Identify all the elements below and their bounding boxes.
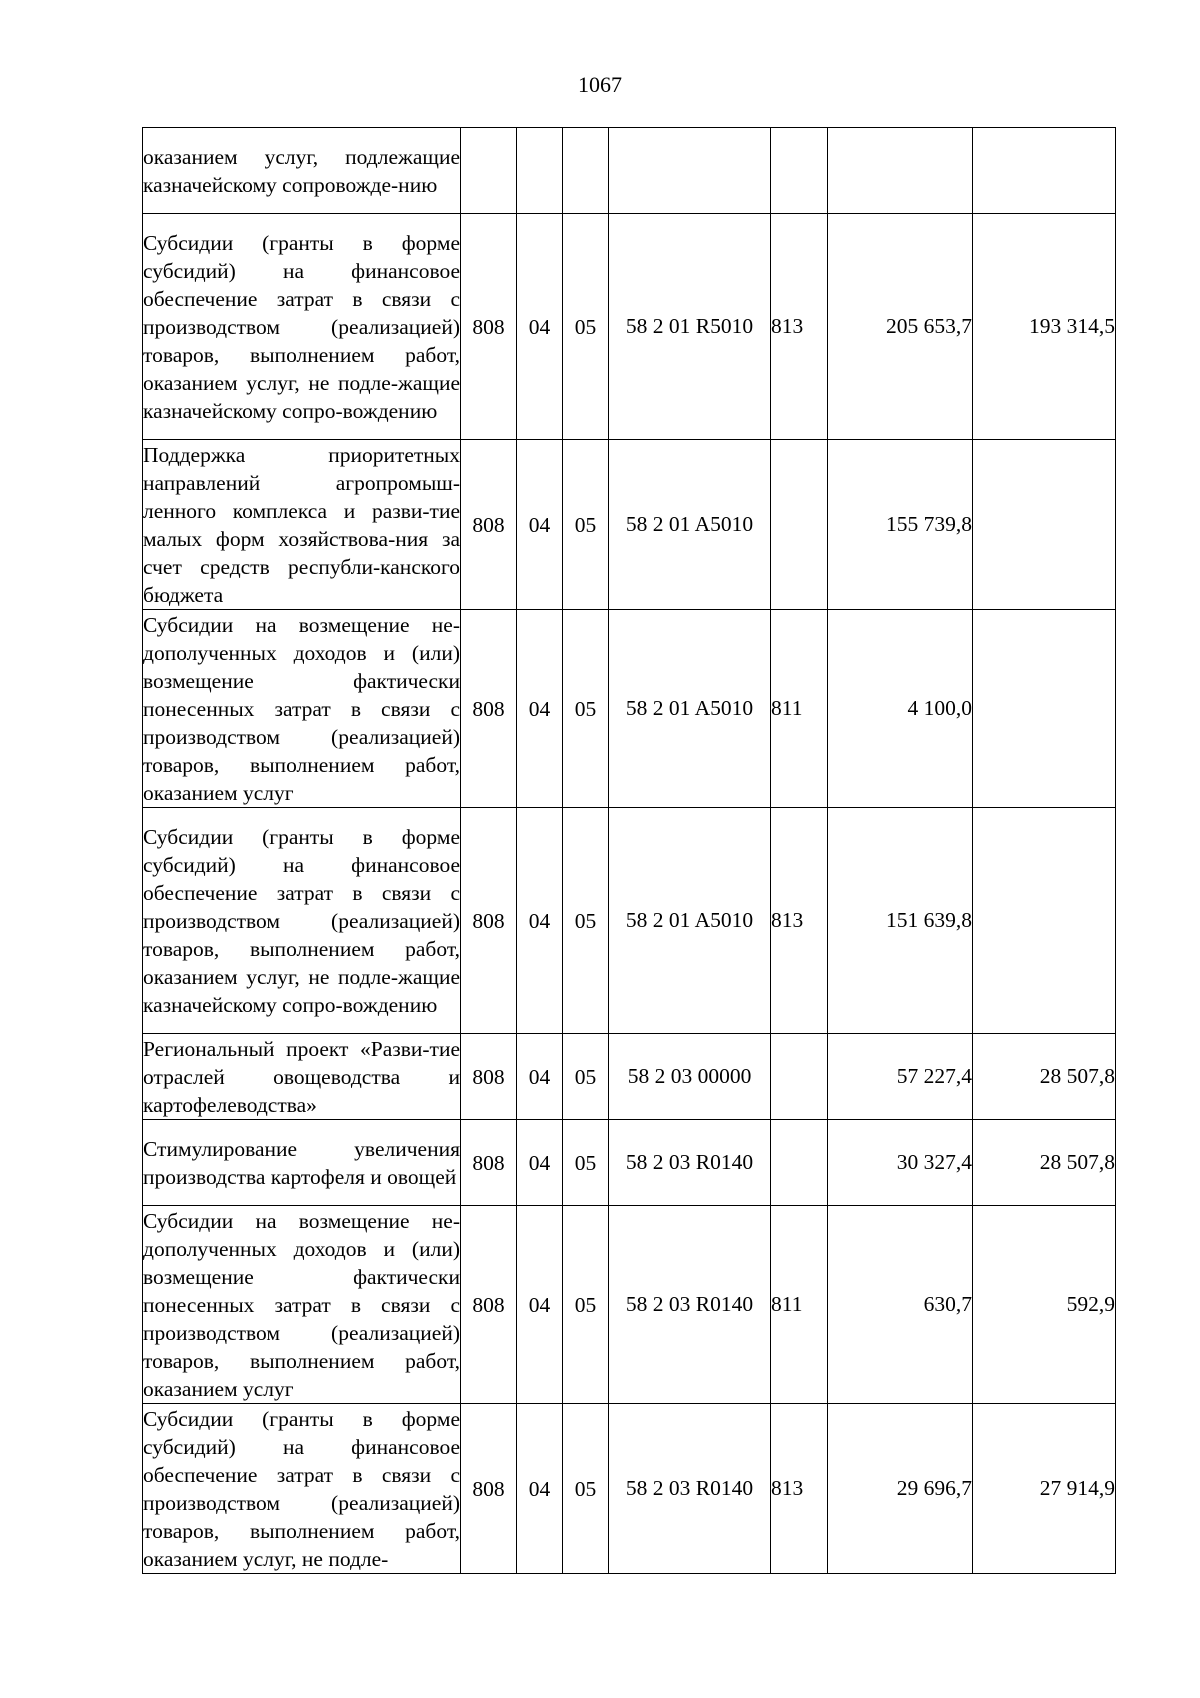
section-code: 04 bbox=[517, 1120, 563, 1206]
amount-year1: 151 639,8 bbox=[828, 808, 973, 1034]
section-code: 04 bbox=[517, 214, 563, 440]
amount-year2: 193 314,5 bbox=[973, 214, 1116, 440]
expense-type-code: 813 bbox=[771, 214, 828, 440]
ministry-code: 808 bbox=[461, 1034, 517, 1120]
row-description: Субсидии на возмещение не-дополученных доходов и (или) возмещение фактически понесенных затрат в связи с производством (реализацией) товаров, выполнением работ, оказанием услуг bbox=[143, 1206, 461, 1404]
amount-year2: 27 914,9 bbox=[973, 1404, 1116, 1574]
row-description: оказанием услуг, подлежащие казначейскому сопровожде-нию bbox=[143, 128, 461, 214]
amount-year1 bbox=[828, 128, 973, 214]
table-row bbox=[143, 1404, 1116, 1574]
subsection-code: 05 bbox=[563, 440, 609, 610]
target-article-code: 58 2 01 A5010 bbox=[609, 808, 771, 1034]
table-row bbox=[143, 1120, 1116, 1206]
table-row bbox=[143, 128, 1116, 214]
table-row bbox=[143, 808, 1116, 1034]
amount-year2 bbox=[973, 440, 1116, 610]
ministry-code: 808 bbox=[461, 1404, 517, 1574]
subsection-code: 05 bbox=[563, 1120, 609, 1206]
amount-year2 bbox=[973, 128, 1116, 214]
amount-year1: 205 653,7 bbox=[828, 214, 973, 440]
subsection-code: 05 bbox=[563, 1404, 609, 1574]
section-code: 04 bbox=[517, 440, 563, 610]
table-row bbox=[143, 610, 1116, 808]
section-code: 04 bbox=[517, 610, 563, 808]
section-code: 04 bbox=[517, 808, 563, 1034]
row-description: Субсидии на возмещение не-дополученных доходов и (или) возмещение фактически понесенных затрат в связи с производством (реализацией) товаров, выполнением работ, оказанием услуг bbox=[143, 610, 461, 808]
expense-type-code: 811 bbox=[771, 1206, 828, 1404]
section-code: 04 bbox=[517, 1404, 563, 1574]
ministry-code: 808 bbox=[461, 1206, 517, 1404]
ministry-code: 808 bbox=[461, 440, 517, 610]
subsection-code bbox=[563, 128, 609, 214]
budget-table bbox=[142, 127, 1116, 1574]
page-number: 1067 bbox=[578, 72, 622, 97]
expense-type-code: 811 bbox=[771, 610, 828, 808]
subsection-code: 05 bbox=[563, 808, 609, 1034]
expense-type-code bbox=[771, 1034, 828, 1120]
row-description: Региональный проект «Разви-тие отраслей овощеводства и картофелеводства» bbox=[143, 1034, 461, 1120]
target-article-code: 58 2 01 A5010 bbox=[609, 610, 771, 808]
section-code bbox=[517, 128, 563, 214]
amount-year2: 592,9 bbox=[973, 1206, 1116, 1404]
row-description: Субсидии (гранты в форме субсидий) на финансовое обеспечение затрат в связи с производством (реализацией) товаров, выполнением работ, оказанием услуг, не подле-жащие казначейскому сопро-вождению bbox=[143, 808, 461, 1034]
ministry-code: 808 bbox=[461, 808, 517, 1034]
target-article-code: 58 2 03 R0140 bbox=[609, 1206, 771, 1404]
target-article-code: 58 2 03 R0140 bbox=[609, 1120, 771, 1206]
amount-year1: 57 227,4 bbox=[828, 1034, 973, 1120]
amount-year2: 28 507,8 bbox=[973, 1034, 1116, 1120]
section-code: 04 bbox=[517, 1034, 563, 1120]
subsection-code: 05 bbox=[563, 1206, 609, 1404]
target-article-code: 58 2 03 R0140 bbox=[609, 1404, 771, 1574]
table-row bbox=[143, 440, 1116, 610]
amount-year1: 29 696,7 bbox=[828, 1404, 973, 1574]
target-article-code bbox=[609, 128, 771, 214]
row-description: Стимулирование увеличения производства картофеля и овощей bbox=[143, 1120, 461, 1206]
subsection-code: 05 bbox=[563, 1034, 609, 1120]
row-description: Поддержка приоритетных направлений агропромыш-ленного комплекса и разви-тие малых форм хозяйствова-ния за счет средств республи-канского бюджета bbox=[143, 440, 461, 610]
amount-year2 bbox=[973, 808, 1116, 1034]
section-code: 04 bbox=[517, 1206, 563, 1404]
table-row bbox=[143, 214, 1116, 440]
ministry-code: 808 bbox=[461, 214, 517, 440]
subsection-code: 05 bbox=[563, 610, 609, 808]
ministry-code bbox=[461, 128, 517, 214]
amount-year2 bbox=[973, 610, 1116, 808]
expense-type-code: 813 bbox=[771, 1404, 828, 1574]
row-description: Субсидии (гранты в форме субсидий) на финансовое обеспечение затрат в связи с производством (реализацией) товаров, выполнением работ, оказанием услуг, не подле-жащие казначейскому сопро-вождению bbox=[143, 214, 461, 440]
target-article-code: 58 2 01 R5010 bbox=[609, 214, 771, 440]
amount-year2: 28 507,8 bbox=[973, 1120, 1116, 1206]
expense-type-code bbox=[771, 128, 828, 214]
amount-year1: 4 100,0 bbox=[828, 610, 973, 808]
target-article-code: 58 2 03 00000 bbox=[609, 1034, 771, 1120]
target-article-code: 58 2 01 A5010 bbox=[609, 440, 771, 610]
row-description: Субсидии (гранты в форме субсидий) на финансовое обеспечение затрат в связи с производством (реализацией) товаров, выполнением работ, оказанием услуг, не подле- bbox=[143, 1404, 461, 1574]
amount-year1: 30 327,4 bbox=[828, 1120, 973, 1206]
expense-type-code: 813 bbox=[771, 808, 828, 1034]
amount-year1: 155 739,8 bbox=[828, 440, 973, 610]
amount-year1: 630,7 bbox=[828, 1206, 973, 1404]
expense-type-code bbox=[771, 440, 828, 610]
table-row bbox=[143, 1034, 1116, 1120]
ministry-code: 808 bbox=[461, 610, 517, 808]
expense-type-code bbox=[771, 1120, 828, 1206]
table-row bbox=[143, 1206, 1116, 1404]
ministry-code: 808 bbox=[461, 1120, 517, 1206]
subsection-code: 05 bbox=[563, 214, 609, 440]
